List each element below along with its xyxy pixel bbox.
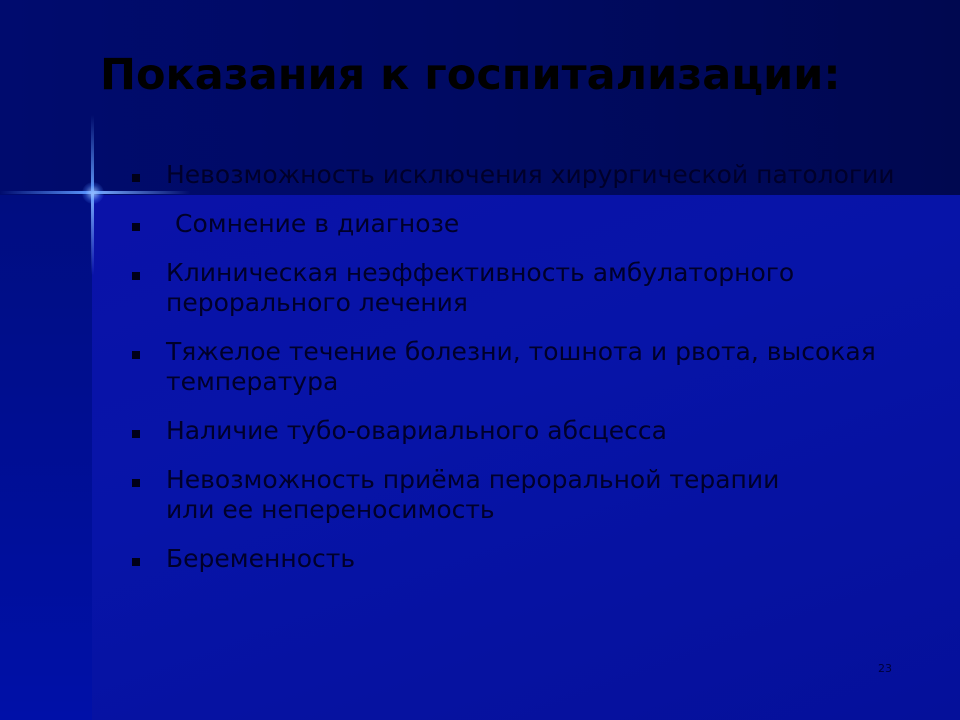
list-item [128, 160, 928, 190]
bullet-list [128, 160, 928, 593]
square-bullet-icon [132, 558, 140, 566]
list-item [128, 416, 928, 446]
square-bullet-icon [132, 479, 140, 487]
list-item-text: Невозможность приёма пероральной терапии или ее непереносимость [166, 465, 780, 524]
list-item [128, 465, 826, 525]
slide-title: Показания к госпитализации: [100, 50, 841, 100]
list-item [128, 544, 928, 574]
list-item-text: Беременность [166, 544, 356, 573]
square-bullet-icon [132, 430, 140, 438]
list-item-text: Сомнение в диагнозе [175, 209, 460, 238]
square-bullet-icon [132, 272, 140, 280]
list-item-text: Клиническая неэффективность амбулаторного перорального лечения [166, 258, 795, 317]
list-item [128, 258, 866, 318]
page-number: 23 [878, 662, 892, 675]
list-item-text: Тяжелое течение болезни, тошнота и рвота, высокая температура [166, 337, 876, 396]
list-item [128, 209, 928, 239]
list-item-text: Невозможность исключения хирургической патологии [166, 160, 895, 189]
star-flare-glow [82, 182, 104, 204]
square-bullet-icon [132, 351, 140, 359]
square-bullet-icon [132, 223, 140, 231]
left-strip [0, 195, 92, 720]
list-item [128, 337, 926, 397]
list-item-text: Наличие тубо-овариального абсцесса [166, 416, 667, 445]
square-bullet-icon [132, 174, 140, 182]
